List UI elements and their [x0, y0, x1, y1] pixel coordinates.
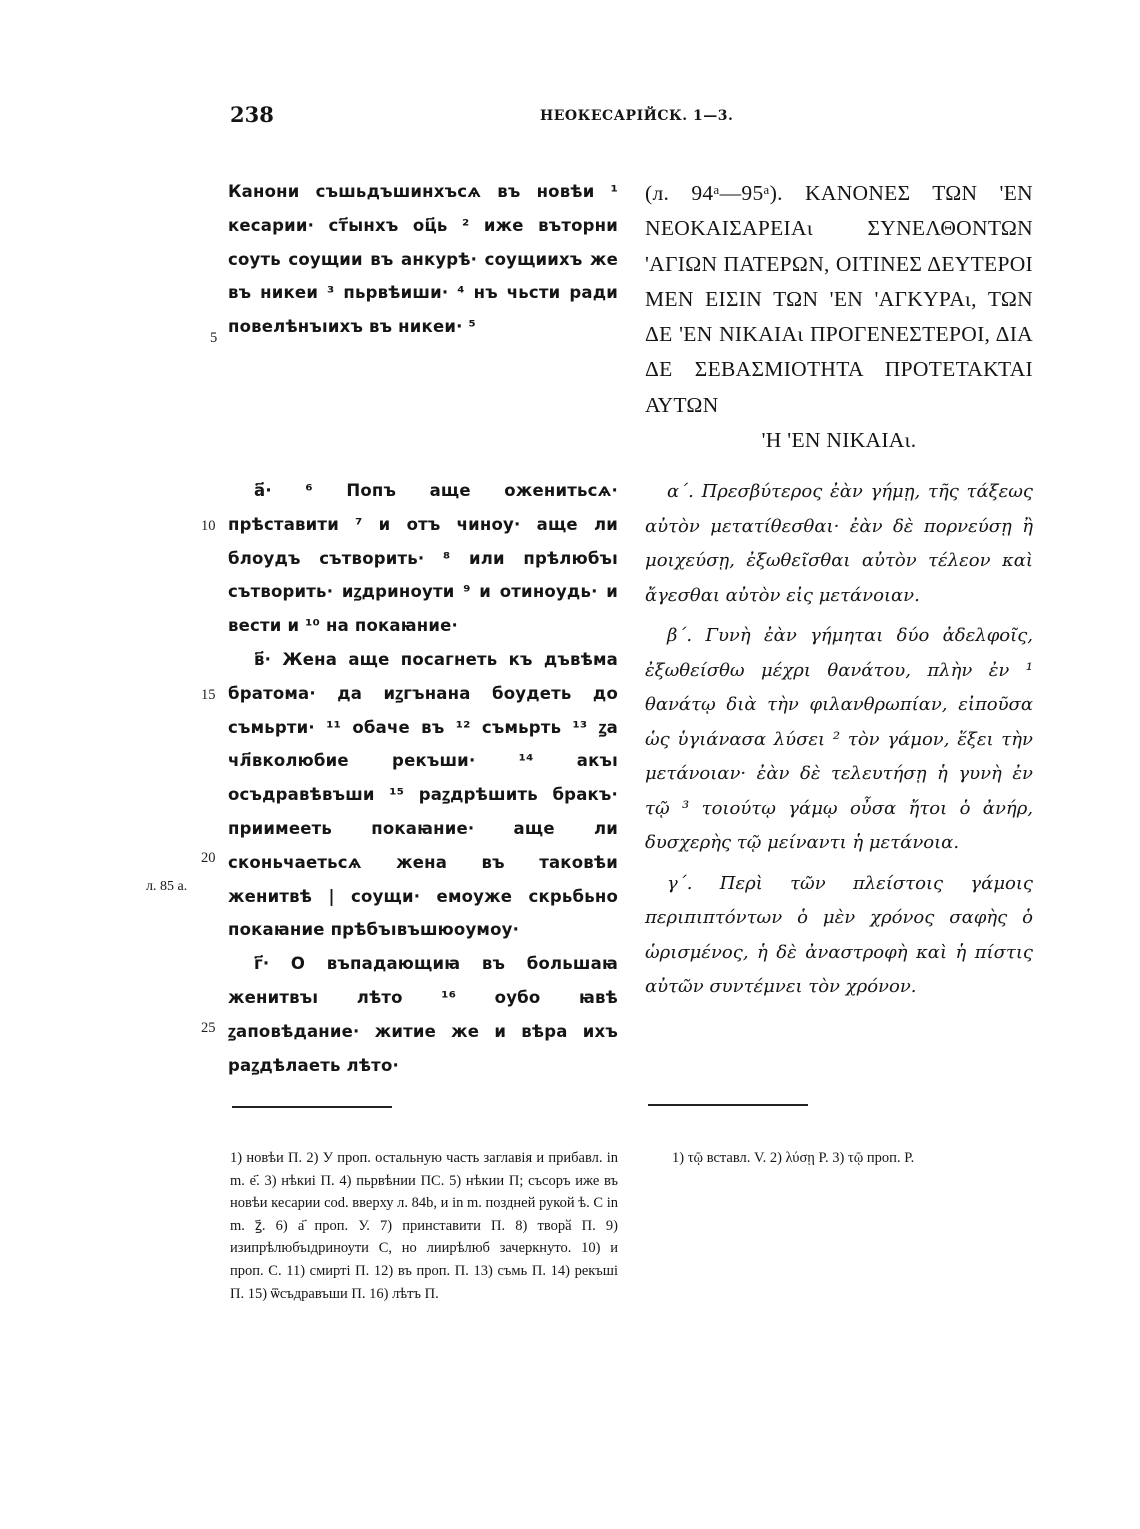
- greek-title-last-line: 'Η 'ΕΝ ΝΙΚΑΙΑι.: [761, 428, 917, 453]
- running-head: НЕОКЕСАРІЙСК. 1—3.: [540, 108, 734, 124]
- footnote-rule-right: [648, 1104, 808, 1106]
- slavonic-title: [228, 175, 618, 344]
- greek-canon-3: γ΄. Περὶ τῶν πλείστοις γάμοις περιπιπτόντων ὁ μὲν χρόνος σαφὴς ὁ ὡρισμένος, ἡ δὲ ἀναστροφὴ καὶ ἡ πίστις αὐτῶν συντέμνει τὸν χρόνον.: [645, 872, 1033, 997]
- slavonic-canon-2: в҃· Жена аще посагнеть къ дъвѣма братома· да иꙁгънана боудеть до съмьрти· ¹¹ обаче въ ¹² съмьрть ¹³ ꙁа чл҃вколюбие рекъши· ¹⁴ акъı осъдравѣвъши ¹⁵ раꙁдрѣшить бракъ· приимееть покаꙗние· аще ли сконьчаетьсѧ жена въ таковѣи женитвѣ | соущи· емоуже скрьбьно покаꙗние прѣбъıвъшюоумоу·: [228, 649, 618, 940]
- footnotes-right: 1) τῷ вставл. V. 2) λύσῃ P. 3) τῷ проп. P.: [672, 1150, 915, 1166]
- slavonic-canon-3: г҃· О въпадающиꙗ въ большаꙗ женитвъı лѣто ¹⁶ оубо ꙗвѣ ꙁаповѣдание· житие же и вѣра ихъ раꙁдѣлаеть лѣто·: [228, 954, 618, 1075]
- line-number-5: 5: [210, 330, 218, 346]
- greek-canons: [645, 475, 1033, 1011]
- greek-canon-2: β΄. Γυνὴ ἐὰν γήμηται δύο ἀδελφοῖς, ἐξωθείσθω μέχρι θανάτου, πλὴν ἐν ¹ θανάτῳ διὰ τὴν φιλανθρωπίαν, εἰποῦσα ὡς ὑγιάνασα λύσει ² τὸν γάμον, ἕξει τὴν μετάνοιαν· ἐὰν δὲ τελευτήσῃ ἡ γυνὴ ἐν τῷ ³ τοιούτῳ γάμῳ οὖσα ἤτοι ὁ ἀνήρ, δυσχερὴς τῷ μείναντι ἡ μετάνοια.: [645, 625, 1033, 853]
- page-number: 238: [230, 102, 274, 127]
- greek-title: [645, 176, 1033, 458]
- line-number-25: 25: [201, 1020, 216, 1036]
- slavonic-canons: [228, 474, 618, 1082]
- line-number-10: 10: [201, 518, 216, 534]
- footnote-rule-left: [232, 1106, 392, 1108]
- greek-canon-1: α΄. Πρεσβύτερος ἐὰν γήμῃ, τῆς τάξεως αὐτὸν μετατίθεσθαι· ἐὰν δὲ πορνεύσῃ ἢ μοιχεύσῃ, ἐξωθεῖσθαι αὐτὸν τέλεον καὶ ἄγεσθαι αὐτὸν εἰς μετάνοιαν.: [645, 481, 1033, 606]
- footnotes-left: 1) новѣи П. 2) У проп. остальную часть заглавія и прибавл. in m. е҃. 3) нѣкиі П. 4) пьрвѣнии ПС. 5) нѣкии П; съсоръ иже въ новѣи кесарии cod. вверху л. 84b, и in m. поздней рукой ѣ. С in m. ꙁ҃. 6) а҃ проп. У. 7) принставити П. 8) творӑ П. 9) изипрѣлюбъıдриноути С, но лиирѣлюб зачеркнуто. 10) и проп. С. 11) смирті П. 12) въ проп. П. 13) съмь П. 14) рекъші П. 15) ѿсъдравъши П. 16) лѣтъ П.: [230, 1150, 618, 1302]
- line-number-20: 20: [201, 850, 216, 866]
- greek-title-text: (л. 94ᵃ—95ᵃ). ΚΑΝΟΝΕΣ ΤΩΝ 'ΕΝ ΝΕΟΚΑΙΣΑΡΕΙΑι ΣΥΝΕΛΘΟΝΤΩΝ 'ΑΓΙΩΝ ΠΑΤΕΡΩΝ, ΟΙΤΙΝΕΣ ΔΕΥΤΕΡΟΙ ΜΕΝ ΕΙΣΙΝ ΤΩΝ 'ΕΝ 'ΑΓΚΥΡΑι, ΤΩΝ ΔΕ 'ΕΝ ΝΙΚΑΙΑι ΠΡΟΓΕΝΕΣΤΕΡΟΙ, ΔΙΑ ΔΕ ΣΕΒΑΣΜΙΟΤΗΤΑ ΠΡΟΤΕΤΑΚΤΑΙ ΑΥΤΩΝ: [645, 181, 1033, 417]
- folio-marker: л. 85 а.: [146, 879, 188, 894]
- slavonic-canon-1: а҃· ⁶ Попъ аще оженитьсѧ· прѣставити ⁷ и отъ чиноу· аще ли блоудъ сътворить· ⁸ или прѣлюбъı сътворить· иꙁдриноути ⁹ и отиноудь· и вести и ¹⁰ на покаꙗние·: [228, 481, 618, 636]
- line-number-15: 15: [201, 687, 216, 703]
- slavonic-title-text: Канони съшьдъшинхъсѧ въ новѣи ¹ кесарии· ст҃ынхъ оц҃ь ² иже въторни соуть соущии въ анкурѣ· соущиихъ же въ никеи ³ пьрвѣиши· ⁴ нъ чьсти ради повелѣнъıихъ въ никеи· ⁵: [228, 182, 618, 337]
